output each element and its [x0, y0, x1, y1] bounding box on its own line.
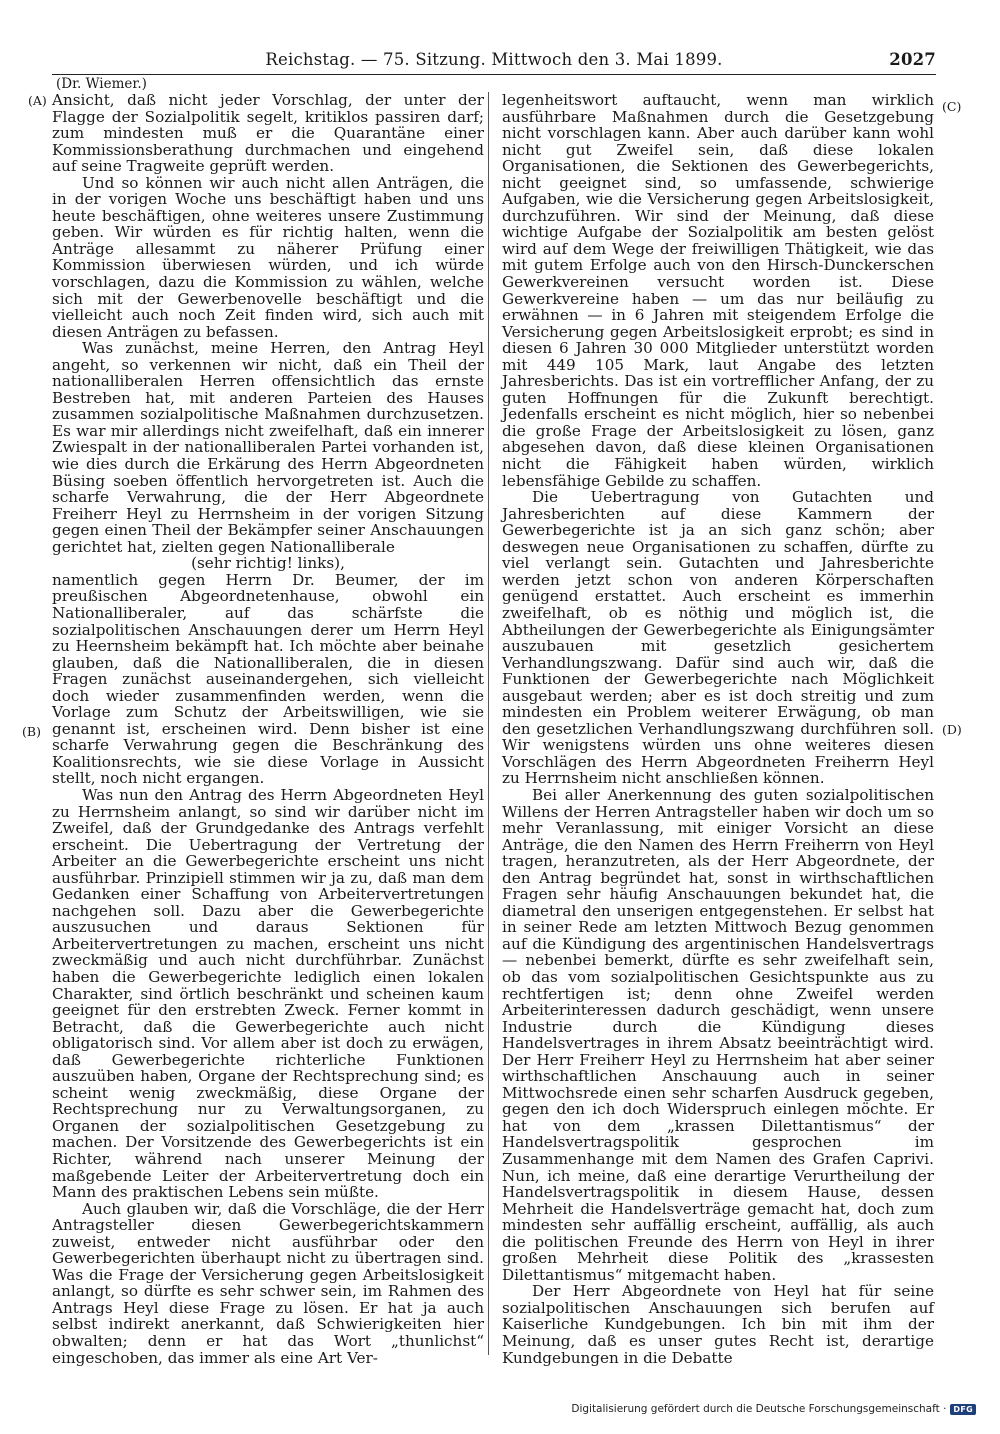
paragraph: namentlich gegen Herrn Dr. Beumer, der im preußischen Abgeordnetenhause, obwohl ein Nationalliberaler, auf das schärfste die sozialpolitischen Anschauungen derer um Herrn Heyl zu Heernsheim bekämpft hat. Ich möchte aber beinahe glauben, daß die Nationalliberalen, die in diesen Fragen zunächst auseinandergehen, sich vielleicht doch wieder zusammenfinden werden, wenn die Vorlage zum Schutz der Arbeitswilligen, wie sie genannt ist, erscheinen wird. Denn bisher ist eine scharfe Verwahrung gegen die Beschränkung des Koalitionsrechts, wie sie diese Vorlage in Aussicht stellt, noch nicht ergangen.	[52, 570, 484, 788]
footer-text: Digitalisierung gefördert durch die Deutsche Forschungsgemeinschaft ·	[571, 1403, 947, 1415]
header-title: Reichstag. — 75. Sitzung. Mittwoch den 3. Mai 1899.	[265, 50, 723, 69]
margin-marker-d: (D)	[942, 722, 962, 737]
speaker-label: (Dr. Wiemer.)	[56, 76, 147, 92]
paragraph: legenheitswort auftaucht, wenn man wirklich ausführbare Maßnahmen durch die Gesetzgebung nicht vorschlagen kann. Aber auch darüber kann wohl nicht gut Zweifel sein, daß diese lokalen Organisationen, die Sektionen des Gewerbegerichts, nicht geeignet sind, so umfassende, schwierige Aufgaben, wie die Versicherung gegen Arbeitslosigkeit, durchzuführen. Wir sind der Meinung, daß diese wichtige Aufgabe der Sozialpolitik am besten gelöst wird auf dem Wege der freiwilligen Thätigkeit, wie das mit gutem Erfolge auch von den Hirsch-Dunckerschen Gewerkvereinen versucht worden ist. Diese Gewerkvereine haben — um das nur beiläufig zu erwähnen — in 6 Jahren mit steigendem Erfolge die Versicherung gegen Arbeitslosigkeit erprobt; es sind in diesen 6 Jahren 30 000 Mitglieder unterstützt worden mit 449 105 Mark, laut Angabe des letzten Jahresberichts. Das ist ein vortrefflicher Anfang, der zu guten Hoffnungen für die Zukunft berechtigt. Jedenfalls erscheint es nicht möglich, hier so nebenbei die große Frage der Arbeitslosigkeit zu lösen, ganz abgesehen davon, daß diese kleinen Organisationen nicht die Fähigkeit haben würden, wirklich lebensfähige Gebilde zu schaffen.	[502, 91, 934, 490]
paragraph: Und so können wir auch nicht allen Anträgen, die in der vorigen Woche uns beschäftigt haben und uns heute beschäftigen, ohne weiteres unsere Zustimmung geben. Wir würden es für richtig halten, wenn die Anträge allesammt zu näherer Prüfung einer Kommission überwiesen würden, und ich würde vorschlagen, dazu die Kommission zu wählen, welche sich mit der Gewerbenovelle beschäftigt und die vielleicht auch noch Zeit finden wird, sich auch mit diesen Anträgen zu befassen.	[52, 173, 484, 341]
digitization-footer	[571, 1403, 976, 1415]
page-header	[52, 48, 936, 75]
paragraph: Was nun den Antrag des Herrn Abgeordneten Heyl zu Herrnsheim anlangt, so sind wir darüber nicht im Zweifel, daß der Grundgedanke des Antrags verfehlt erscheint. Die Uebertragung der Vertretung der Arbeiter an die Gewerbegerichte erscheint uns nicht ausführbar. Prinzipiell stimmen wir ja zu, daß man dem Gedanken einer Schaffung von Arbeitervertretungen nachgehen soll. Dazu aber die Gewerbegerichte auszusuchen und daraus Sektionen für Arbeitervertretungen zu machen, erscheint uns nicht zweckmäßig und auch nicht durchführbar. Zunächst haben die Gewerbegerichte lediglich einen lokalen Charakter, sind örtlich beschränkt und scheinen kaum geeignet für den erstrebten Zweck. Ferner kommt in Betracht, daß die Gewerbegerichte auch nicht obligatorisch sind. Vor allem aber ist doch zu erwägen, daß Gewerbegerichte richterliche Funktionen auszuüben haben, Organe der Rechtsprechung sind; es scheint wenig zweckmäßig, diese Organe der Rechtsprechung nur zu Verwaltungsorganen, zu Organen der sozialpolitischen Gesetzgebung zu machen. Der Vorsitzende des Gewerbegerichts ist ein Richter, während nach unserer Meinung der maßgebende Leiter der Arbeitervertretung doch ein Mann des praktischen Lebens sein müßte.	[52, 785, 484, 1202]
paragraph: Die Uebertragung von Gutachten und Jahresberichten auf diese Kammern der Gewerbegerichte ist ja an sich ganz schön; aber deswegen neue Organisationen zu schaffen, dürfte zu viel verlangt sein. Gutachten und Jahresberichte werden jetzt schon von anderen Körperschaften genügend erstattet. Auch erscheint es immerhin zweifelhaft, ob es nöthig und möglich ist, die Abtheilungen der Gewerbegerichte als Einigungsämter auszubauen mit gesetzlich gesichertem Verhandlungszwang. Dafür sind auch wir, daß die Funktionen der Gewerbegerichte nach Möglichkeit ausgebaut werden; aber es ist doch streitig und zum mindesten ein Problem weiterer Erwägung, ob man den gesetzlichen Verhandlungszwang durchführen soll. Wir wenigstens würden uns ohne weiteres diesen Vorschlägen des Herrn Abgeordneten Freiherrn Heyl zu Herrnsheim nicht anschließen können.	[502, 488, 934, 788]
interjection: (sehr richtig! links),	[191, 554, 345, 573]
dfg-logo: DFG	[950, 1404, 976, 1415]
margin-marker-b: (B)	[22, 724, 41, 739]
left-column	[52, 92, 484, 1366]
right-column	[502, 92, 934, 1366]
paragraph: Bei aller Anerkennung des guten sozialpolitischen Willens der Herren Antragsteller haben wir doch um so mehr Veranlassung, mit einiger Vorsicht an diese Anträge, die den Namen des Herrn Freiherrn von Heyl tragen, heranzutreten, als der Herr Abgeordnete, der den Antrag begründet hat, sonst in wirthschaftlichen Fragen sehr häufig Anschauungen bekundet hat, die diametral den unserigen entgegenstehen. Er selbst hat in seiner Rede am letzten Mittwoch Bezug genommen auf die Kündigung des argentinischen Handelsvertrags — nebenbei bemerkt, dürfte es sehr zweifelhaft sein, ob das vom sozialpolitischen Gesichtspunkte aus zu rechtfertigen ist; denn ohne Zweifel werden Arbeiterinteressen dadurch geschädigt, wenn unsere Industrie durch die Kündigung dieses Handelsvertrages in ihrem Absatz beeinträchtigt wird. Der Herr Freiherr Heyl zu Herrnsheim hat aber seiner wirthschaftlichen Anschauung auch in seiner Mittwochsrede einen sehr scharfen Ausdruck gegeben, gegen den ich doch Widerspruch einlegen möchte. Er hat von dem „krassen Dilettantismus“ der Handelsvertragspolitik gesprochen im Zusammenhange mit dem Namen des Grafen Caprivi. Nun, ich meine, daß eine derartige Verurtheilung der Handelsvertragspolitik in diesem Hause, dessen Mehrheit die Handelsverträge gemacht hat, doch zum mindesten sehr auffällig erscheint, auffällig, als auch die politischen Freunde des Herrn von Heyl in ihrer großen Mehrheit diese Politik des „krassesten Dilettantismus“ mitgemacht haben.	[502, 785, 934, 1284]
column-divider	[488, 92, 489, 1355]
paragraph: Der Herr Abgeordnete von Heyl hat für seine sozialpolitischen Anschauungen sich berufen auf Kaiserliche Kundgebungen. Ich bin mit ihm der Meinung, daß es unser gutes Recht ist, derartige Kundgebungen in die Debatte	[502, 1282, 934, 1367]
paragraph: Ansicht, daß nicht jeder Vorschlag, der unter der Flagge der Sozialpolitik segelt, kritiklos passiren darf; zum mindesten muß er die Quarantäne einer Kommissionsberathung durchmachen und eingehend auf seine Tragweite geprüft werden.	[52, 91, 484, 176]
page-number: 2027	[889, 50, 936, 69]
paragraph: Auch glauben wir, daß die Vorschläge, die der Herr Antragsteller diesen Gewerbegerichtskammern zuweist, entweder nicht ausführbar oder den Gewerbegerichten überhaupt nicht zu übertragen sind. Was die Frage der Versicherung gegen Arbeitslosigkeit anlangt, so dürfte es sehr schwer sein, im Rahmen des Antrags Heyl diese Frage zu lösen. Er hat ja auch selbst indirekt anerkannt, daß Schwierigkeiten hier obwalten; denn er hat das Wort „thunlichst“ eingeschoben, das immer als eine Art Ver-	[52, 1199, 484, 1367]
paragraph: Was zunächst, meine Herren, den Antrag Heyl angeht, so verkennen wir nicht, daß ein Theil der nationalliberalen Herren offensichtlich das ernste Bestreben hat, mit anderen Parteien des Hauses zusammen sozialpolitische Maßnahmen durchzusetzen. Es war mir allerdings nicht zweifelhaft, daß ein innerer Zwiespalt in der nationalliberalen Partei vorhanden ist, wie dies durch die Erkärung des Herrn Abgeordneten Büsing soeben öffentlich hervorgetreten ist. Auch die scharfe Verwahrung, die der Herr Abgeordnete Freiherr Heyl zu Herrnsheim in der vorigen Sitzung gegen einen Theil der Bekämpfer seiner Anschauungen gerichtet hat, zielten gegen Nationalliberale	[52, 339, 484, 556]
margin-marker-c: (C)	[942, 99, 962, 114]
margin-marker-a: (A)	[28, 93, 47, 108]
